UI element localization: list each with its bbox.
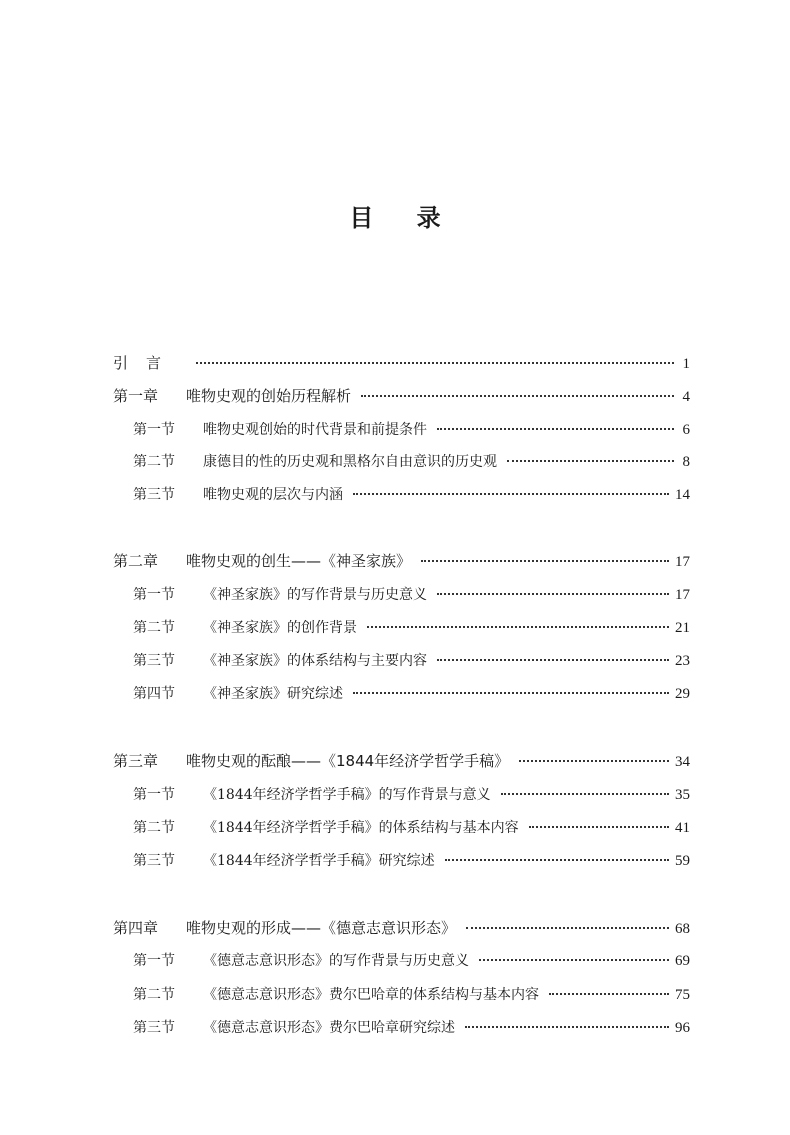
dot-leader <box>479 959 669 961</box>
toc-entry-page: 23 <box>675 653 690 669</box>
dot-leader <box>437 659 669 661</box>
dot-leader <box>361 395 674 397</box>
dot-leader <box>501 793 669 795</box>
toc-entry-number: 第二节 <box>133 620 175 636</box>
toc-entry[interactable] <box>133 683 690 705</box>
toc-entry-number: 第三节 <box>133 1020 175 1036</box>
toc-entry-number: 第二节 <box>133 820 175 836</box>
toc-entry-page: 68 <box>675 921 690 937</box>
toc-entry-page: 6 <box>682 422 690 438</box>
dot-leader <box>465 1026 669 1028</box>
toc-entry-page: 1 <box>682 356 690 372</box>
toc-entry-page: 21 <box>675 620 690 636</box>
dot-leader <box>421 560 669 562</box>
toc-entry-title: 《神圣家族》的写作背景与历史意义 <box>203 587 427 603</box>
toc-entry[interactable] <box>113 750 690 772</box>
toc-entry[interactable] <box>133 850 690 872</box>
toc-entry-title: 《德意志意识形态》的写作背景与历史意义 <box>203 953 469 969</box>
toc-entry[interactable] <box>113 550 690 572</box>
toc-entry[interactable] <box>133 484 690 506</box>
dot-leader <box>196 362 674 364</box>
dot-leader <box>437 428 674 430</box>
toc-entry-page: 29 <box>675 686 690 702</box>
toc-entry-title: 《德意志意识形态》费尔巴哈章的体系结构与基本内容 <box>203 987 539 1003</box>
toc-entry-number: 第一节 <box>133 787 175 803</box>
dot-leader <box>367 626 669 628</box>
toc-entry-number: 第四章 <box>113 919 159 937</box>
toc-entry-page: 35 <box>675 787 690 803</box>
toc-entry-number: 第二章 <box>113 552 159 570</box>
toc-entry-title: 《神圣家族》研究综述 <box>203 686 343 702</box>
toc-entry-page: 8 <box>682 454 690 470</box>
toc-entry[interactable] <box>133 650 690 672</box>
toc-entry-number: 引言 <box>113 354 180 372</box>
toc-entry-title: 《1844年经济学哲学手稿》研究综述 <box>203 853 435 869</box>
toc-entry-title: 唯物史观的酝酿——《1844年经济学哲学手稿》 <box>186 752 510 770</box>
toc-entry[interactable] <box>133 451 690 473</box>
dot-leader <box>445 859 669 861</box>
toc-entry-title: 康德目的性的历史观和黑格尔自由意识的历史观 <box>203 454 497 470</box>
dot-leader <box>466 927 669 929</box>
toc-entry-number: 第三章 <box>113 752 159 770</box>
toc-entry-title: 唯物史观的形成——《德意志意识形态》 <box>186 919 457 937</box>
dot-leader <box>529 826 669 828</box>
toc-entry[interactable] <box>133 984 690 1006</box>
toc-entry[interactable] <box>133 1017 690 1039</box>
toc-entry-page: 96 <box>675 1020 690 1036</box>
toc-entry-page: 69 <box>675 953 690 969</box>
toc-entry[interactable] <box>133 950 690 972</box>
toc-entry-number: 第一节 <box>133 953 175 969</box>
toc-entry-title: 唯物史观的创生——《神圣家族》 <box>186 552 412 570</box>
dot-leader <box>519 760 669 762</box>
toc-entry[interactable] <box>113 917 690 939</box>
toc-entry-title: 《1844年经济学哲学手稿》的写作背景与意义 <box>203 787 491 803</box>
toc-entry-title: 唯物史观的层次与内涵 <box>203 487 343 503</box>
toc-entry-title: 《1844年经济学哲学手稿》的体系结构与基本内容 <box>203 820 519 836</box>
toc-entry-title: 《神圣家族》的创作背景 <box>203 620 357 636</box>
toc-entry-page: 4 <box>682 389 690 405</box>
toc-entry-number: 第三节 <box>133 853 175 869</box>
dot-leader <box>437 593 669 595</box>
toc-entry-number: 第四节 <box>133 686 175 702</box>
toc-entry-title: 唯物史观的创始历程解析 <box>186 387 352 405</box>
toc-entry-number: 第二节 <box>133 987 175 1003</box>
toc-entry-title: 《德意志意识形态》费尔巴哈章研究综述 <box>203 1020 455 1036</box>
toc-entry[interactable] <box>133 617 690 639</box>
toc-entry-title: 《神圣家族》的体系结构与主要内容 <box>203 653 427 669</box>
toc-entry-title: 唯物史观创始的时代背景和前提条件 <box>203 422 427 438</box>
toc-entry-page: 14 <box>675 487 690 503</box>
toc-entry-number: 第二节 <box>133 454 175 470</box>
toc-entry-page: 17 <box>675 587 690 603</box>
toc-entry-number: 第一章 <box>113 387 159 405</box>
toc-entry-number: 第一节 <box>133 422 175 438</box>
toc-entry-page: 75 <box>675 987 690 1003</box>
toc-entry[interactable] <box>113 385 690 407</box>
toc-entry-page: 59 <box>675 853 690 869</box>
toc-entry[interactable] <box>133 817 690 839</box>
dot-leader <box>353 493 669 495</box>
toc-entry-page: 17 <box>675 554 690 570</box>
toc-entry[interactable] <box>133 419 690 441</box>
dot-leader <box>549 993 669 995</box>
toc-entry-number: 第三节 <box>133 653 175 669</box>
toc-entry[interactable] <box>133 584 690 606</box>
dot-leader <box>507 460 674 462</box>
toc-entry-number: 第三节 <box>133 487 175 503</box>
toc-entry[interactable] <box>113 352 690 374</box>
toc-entry-page: 34 <box>675 754 690 770</box>
toc-entry[interactable] <box>133 784 690 806</box>
page-title: 目录 <box>349 204 484 232</box>
toc-entry-page: 41 <box>675 820 690 836</box>
dot-leader <box>353 692 669 694</box>
toc-entry-number: 第一节 <box>133 587 175 603</box>
